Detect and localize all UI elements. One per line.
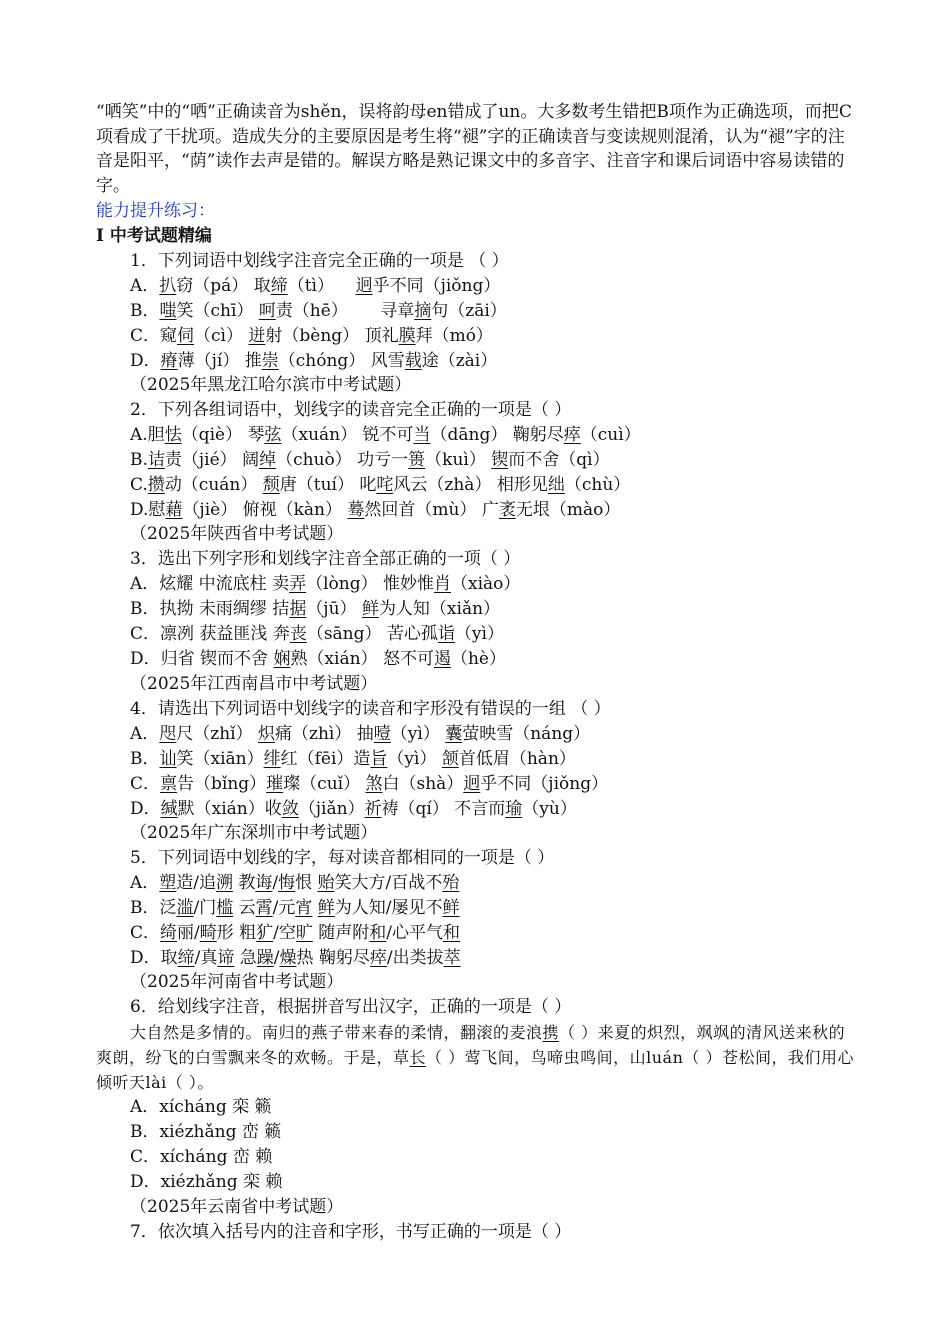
q5-stem: 5．下列词语中划线的字，每对读音都相同的一项是（ ） xyxy=(130,848,555,868)
q1-option-b: B．嗤笑（chī） 呵责（hē） 寻章摘句（zāi） xyxy=(130,301,507,321)
q3-option-d: D．归省 锲而不舍 娴熟（xián） 怒不可遏（hè） xyxy=(130,649,506,669)
q5-option-b: B．泛滥/门槛 云霄/元宵 鲜为人知/屡见不鲜 xyxy=(130,898,460,918)
q6-option-c: C．xícháng 峦 赖 xyxy=(130,1147,273,1167)
q5-option-a: A．塑造/追溯 教诲/悔恨 贻笑大方/百战不殆 xyxy=(130,873,460,893)
q3-source: （2025年江西南昌市中考试题） xyxy=(130,674,378,694)
q4-option-a: A．咫尺（zhǐ） 炽痛（zhì） 抽噎（yì） 囊萤映雪（náng） xyxy=(130,724,591,744)
q6-stem: 6．给划线字注音，根据拼音写出汉字，正确的一项是（ ） xyxy=(130,997,572,1017)
subsection-heading: Ⅰ 中考试题精编 xyxy=(96,226,212,246)
section-heading: 能力提升练习： xyxy=(96,201,215,221)
q4-source: （2025年广东深圳市中考试题） xyxy=(130,823,378,843)
q1-stem: 1．下列词语中划线字注音完全正确的一项是 （ ） xyxy=(130,251,509,271)
q1-option-d: D．瘠薄（jí） 推崇（chóng） 风雪载途（zài） xyxy=(130,351,498,371)
q4-option-d: D．缄默（xián）收敛（jiǎn）祈祷（qí） 不言而瑜（yù） xyxy=(130,799,577,819)
q3-option-b: B．执拗 未雨绸缪 拮据（jū） 鲜为人知（xiǎn） xyxy=(130,599,501,619)
q6-source: （2025年云南省中考试题） xyxy=(130,1197,344,1217)
q3-option-a: A．炫耀 中流底柱 卖弄（lòng） 惟妙惟肖（xiào） xyxy=(130,574,521,594)
q1-option-a: A．扒窃（pá） 取缔（tì） 迥乎不同（jiǒng） xyxy=(130,276,501,296)
q5-option-d: D．取缔/真谛 急躁/燥热 鞠躬尽瘁/出类拔萃 xyxy=(130,948,461,968)
q3-option-c: C．凛冽 获益匪浅 奔丧（sāng） 苦心孤诣（yì） xyxy=(130,624,504,644)
q2-option-b: B.诘责（jié） 阔绰（chuò） 功亏一篑（kuì） 锲而不舍（qì） xyxy=(130,450,610,470)
q4-option-b: B．讪笑（xiān）绯红（fēi）造旨（yì） 颔首低眉（hàn） xyxy=(130,749,576,769)
q2-stem: 2．下列各组词语中，划线字的读音完全正确的一项是（ ） xyxy=(130,400,572,420)
intro-paragraph: “哂笑”中的“哂”正确读音为shěn，误将韵母en错成了un。大多数考生错把B项作为正确选项，而把C项看成了干扰项。造成失分的主要原因是考生将“褪”字的正确读音与变读规则混淆，认为“褪”字的注音是阳平，“荫”读作去声是错的。解误方略是熟记课文中的多音字、注音字和课后词语中容易读错的字。 xyxy=(96,102,852,196)
q6-option-a: A．xícháng 栾 籁 xyxy=(130,1097,272,1117)
q6-passage: 大自然是多情的。南归的燕子带来春的柔情，翻滚的麦浪携（ ）来夏的炽烈，飒飒的清风送来秋的爽朗，纷飞的白雪飘来冬的欢畅。于是，草长（ ）莺飞间，鸟啼虫鸣间，山luán（ ）苍松间，我们用心倾听天lài（ ）。 xyxy=(96,1023,854,1092)
q2-option-d: D.慰藉（jiè） 俯视（kàn） 蓦然回首（mù） 广袤无垠（mào） xyxy=(130,500,621,520)
q4-stem: 4．请选出下列词语中划线字的读音和字形没有错误的一组 （ ） xyxy=(130,699,611,719)
q2-source: （2025年陕西省中考试题） xyxy=(130,524,344,544)
q5-source: （2025年河南省中考试题） xyxy=(130,972,344,992)
q1-source: （2025年黑龙江哈尔滨市中考试题） xyxy=(130,375,412,395)
q2-option-c: C.攒动（cuán） 颓唐（tuí） 叱咤风云（zhà） 相形见绌（chù） xyxy=(130,475,631,495)
q2-option-a: A.胆怯（qiè） 琴弦（xuán） 锐不可当（dāng） 鞠躬尽瘁（cuì） xyxy=(130,425,641,445)
q5-option-c: C．绮丽/畸形 粗犷/空旷 随声附和/心平气和 xyxy=(130,923,461,943)
q4-option-c: C．禀告（bǐng）璀璨（cuǐ） 煞白（shà）迥乎不同（jiǒng） xyxy=(130,774,609,794)
q6-option-b: B．xiézhǎng 峦 籁 xyxy=(130,1122,282,1142)
q3-stem: 3．选出下列字形和划线字注音全部正确的一项（ ） xyxy=(130,549,521,569)
q6-option-d: D．xiézhǎng 栾 赖 xyxy=(130,1172,283,1192)
q7-stem: 7．依次填入括号内的注音和字形，书写正确的一项是（ ） xyxy=(130,1222,572,1242)
q1-option-c: C．窥伺（cì） 迸射（bèng） 顶礼膜拜（mó） xyxy=(130,326,493,346)
